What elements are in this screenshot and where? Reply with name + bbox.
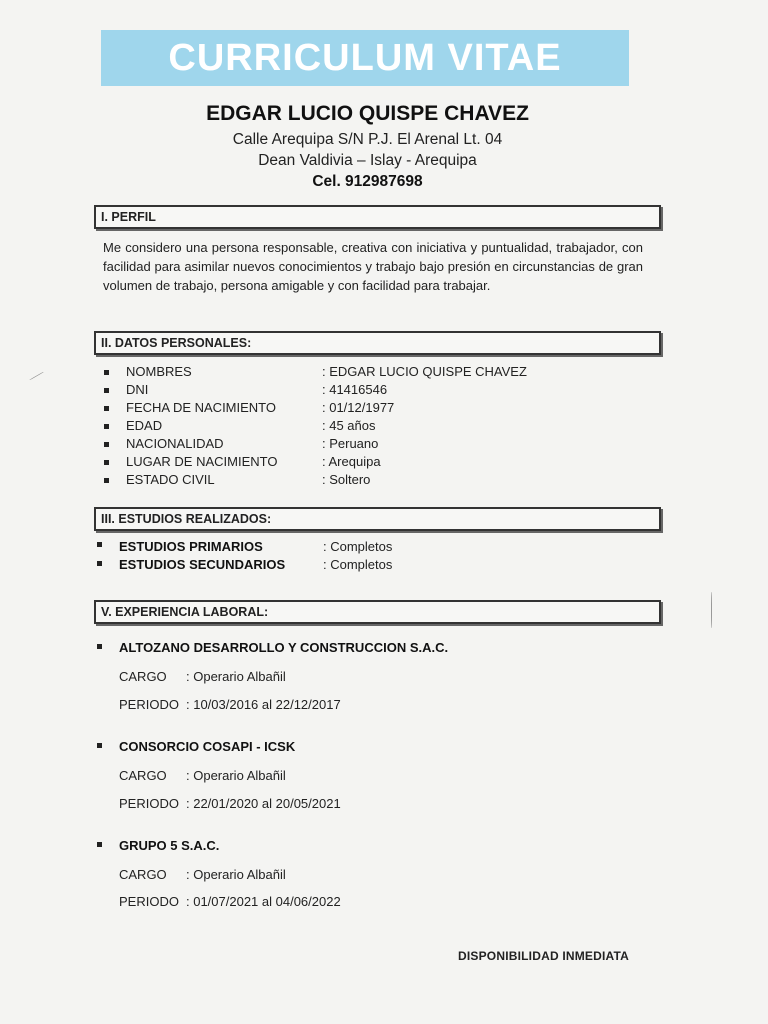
datos-label: FECHA DE NACIMIENTO	[126, 400, 277, 415]
scan-mark	[711, 592, 712, 628]
datos-label: NACIONALIDAD	[126, 436, 224, 451]
section-heading-estudios: III. ESTUDIOS REALIZADOS:	[94, 507, 661, 531]
section-heading-perfil: I. PERFIL	[94, 205, 661, 229]
job-cargo: : Operario Albañil	[186, 867, 286, 882]
job-company: ALTOZANO DESARROLLO Y CONSTRUCCION S.A.C.	[119, 640, 449, 655]
datos-label: NOMBRES	[126, 364, 192, 379]
bullet-icon	[104, 460, 109, 465]
datos-label: DNI	[126, 382, 149, 397]
bullet-icon	[97, 842, 102, 847]
section-heading-datos-personales: II. DATOS PERSONALES:	[94, 331, 661, 355]
bullet-icon	[97, 644, 102, 649]
job-periodo-label: PERIODO	[119, 894, 179, 909]
job-cargo: : Operario Albañil	[186, 669, 286, 684]
datos-value: : Arequipa	[322, 454, 381, 469]
phone-number: Cel. 912987698	[312, 173, 423, 190]
address-line-2: Dean Valdivia – Islay - Arequipa	[258, 152, 477, 169]
estudios-value: : Completos	[323, 557, 393, 572]
bullet-icon	[104, 406, 109, 411]
job-cargo-label: CARGO	[119, 867, 167, 882]
scan-mark	[29, 372, 43, 381]
job-cargo-label: CARGO	[119, 768, 167, 783]
estudios-label: ESTUDIOS PRIMARIOS	[119, 539, 263, 554]
job-cargo-label: CARGO	[119, 669, 167, 684]
estudios-value: : Completos	[323, 539, 393, 554]
datos-value: : 45 años	[322, 418, 376, 433]
address-line-1: Calle Arequipa S/N P.J. El Arenal Lt. 04	[232, 131, 503, 148]
datos-value: : 01/12/1977	[322, 400, 395, 415]
bullet-icon	[104, 424, 109, 429]
profile-text: Me considero una persona responsable, creativa con iniciativa y puntualidad, trabajador, con facilidad para asimilar nuevos conocimientos y trabajo bajo presión en circunstancias de gran volumen de trabajo, persona amigable y con facilidad para trabajar.	[103, 240, 643, 293]
job-periodo-label: PERIODO	[119, 697, 179, 712]
bullet-icon	[104, 478, 109, 483]
datos-label: EDAD	[126, 418, 163, 433]
candidate-name: EDGAR LUCIO QUISPE CHAVEZ	[206, 102, 529, 125]
datos-value: : Peruano	[322, 436, 379, 451]
bullet-icon	[104, 442, 109, 447]
job-periodo: : 10/03/2016 al 22/12/2017	[186, 697, 341, 712]
job-company: GRUPO 5 S.A.C.	[119, 838, 220, 853]
cv-title-banner: CURRICULUM VITAE	[101, 30, 629, 86]
datos-value: : Soltero	[322, 472, 371, 487]
section-heading-experiencia: V. EXPERIENCIA LABORAL:	[94, 600, 661, 624]
bullet-icon	[97, 743, 102, 748]
job-company: CONSORCIO COSAPI - ICSK	[119, 739, 296, 754]
bullet-icon	[104, 370, 109, 375]
availability-note: DISPONIBILIDAD INMEDIATA	[458, 949, 630, 963]
datos-value: : EDGAR LUCIO QUISPE CHAVEZ	[322, 364, 527, 379]
bullet-icon	[104, 388, 109, 393]
datos-label: ESTADO CIVIL	[126, 472, 215, 487]
bullet-icon	[97, 561, 102, 566]
bullet-icon	[97, 542, 102, 547]
datos-label: LUGAR DE NACIMIENTO	[126, 454, 278, 469]
job-periodo: : 22/01/2020 al 20/05/2021	[186, 796, 341, 811]
job-periodo: : 01/07/2021 al 04/06/2022	[186, 894, 341, 909]
job-cargo: : Operario Albañil	[186, 768, 286, 783]
datos-value: : 41416546	[322, 382, 388, 397]
estudios-label: ESTUDIOS SECUNDARIOS	[119, 557, 286, 572]
job-periodo-label: PERIODO	[119, 796, 179, 811]
